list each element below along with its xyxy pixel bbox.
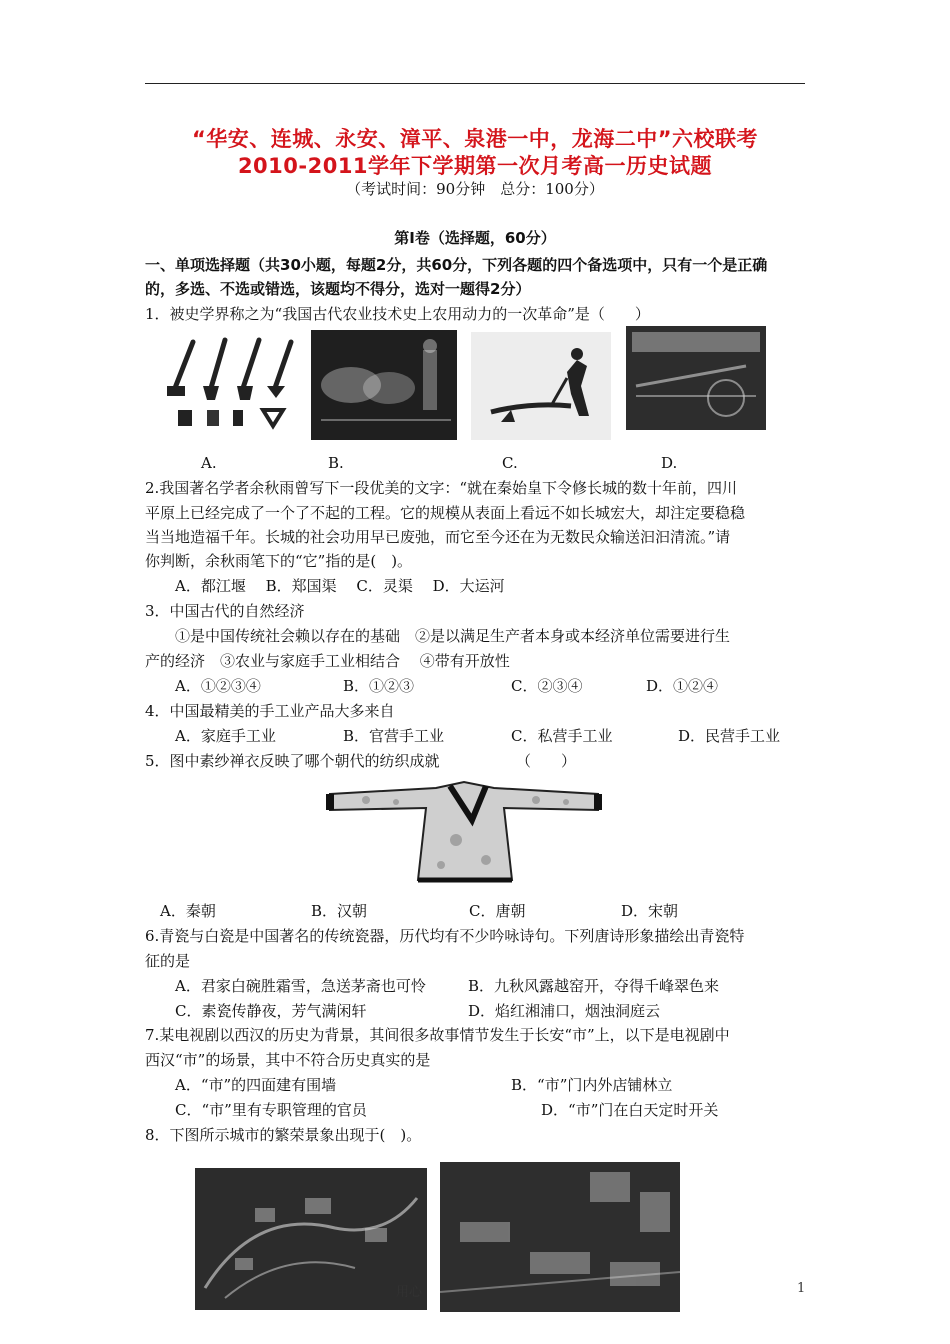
q7-line-2: 西汉“市”的场景，其中不符合历史真实的是 xyxy=(145,1051,431,1069)
header-rule xyxy=(145,83,805,84)
q6-line-2: 征的是 xyxy=(145,952,191,970)
q4-option-a: A．家庭手工业 xyxy=(175,727,276,745)
q1-stem: 1．被史学界称之为“我国古代农业技术史上农用动力的一次革命”是（ ） xyxy=(145,305,650,323)
q3-line-2: 产的经济 ③农业与家庭手工业相结合 ④带有开放性 xyxy=(145,652,510,670)
q4-option-c: C．私营手工业 xyxy=(511,727,613,745)
q6-option-b: B．九秋风露越窑开，夺得千峰翠色来 xyxy=(468,977,720,995)
q7-option-b: B．“市”门内外店铺林立 xyxy=(511,1076,673,1094)
q3-line-1: ①是中国传统社会赖以存在的基础 ②是以满足生产者本身或本经济单位需要进行生 xyxy=(175,627,731,645)
q3-option-b: B．①②③ xyxy=(343,677,415,695)
q3-option-c: C．②③④ xyxy=(511,677,583,695)
q1-label-a: A. xyxy=(201,454,217,472)
q8-stem: 8．下图所示城市的繁荣景象出现于( )。 xyxy=(145,1126,422,1144)
q1-image-d-waterwheel xyxy=(626,326,766,430)
q7-option-d: D．“市”门在白天定时开关 xyxy=(541,1101,719,1119)
q7-option-a: A．“市”的四面建有围墙 xyxy=(175,1076,337,1094)
q8-image-left-city xyxy=(195,1168,427,1310)
q5-paren: （ ） xyxy=(516,752,577,770)
section-instruction-1: 一、单项选择题（共30小题，每题2分，共60分，下列各题的四个备选项中，只有一个是正确 xyxy=(145,256,768,274)
q7-option-c: C．“市”里有专职管理的官员 xyxy=(175,1101,367,1119)
q3-option-a: A．①②③④ xyxy=(175,677,261,695)
q1-label-b: B. xyxy=(328,454,344,472)
q8-image-right-city xyxy=(440,1162,680,1312)
q6-option-c: C．素瓷传静夜，芳气满闲轩 xyxy=(175,1002,367,1020)
q3-stem: 3．中国古代的自然经济 xyxy=(145,602,305,620)
q5-option-a: A．秦朝 xyxy=(160,902,216,920)
q3-option-d: D．①②④ xyxy=(646,677,719,695)
q6-option-a: A．君家白碗胜霜雪，急送茅斋也可怜 xyxy=(175,977,426,995)
q1-label-d: D. xyxy=(661,454,678,472)
q4-option-b: B．官营手工业 xyxy=(343,727,445,745)
q5-option-d: D．宋朝 xyxy=(621,902,679,920)
q1-image-b-ox-plough xyxy=(311,330,457,440)
q4-stem: 4．中国最精美的手工业产品大多来自 xyxy=(145,702,395,720)
q1-image-c-plough xyxy=(471,332,611,440)
q2-line-4: 你判断，余秋雨笔下的“它”指的是( )。 xyxy=(145,552,413,570)
q1-label-c: C. xyxy=(502,454,518,472)
q2-options: A．都江堰 B．郑国渠 C．灵渠 D．大运河 xyxy=(175,577,505,595)
q5-stem: 5．图中素纱禅衣反映了哪个朝代的纺织成就 xyxy=(145,752,440,770)
exam-title-line1: “华安、连城、永安、漳平、泉港一中，龙海二中”六校联考 xyxy=(191,127,759,151)
q7-line-1: 7.某电视剧以西汉的历史为背景，其间很多故事情节发生于长安“市”上，以下是电视剧中 xyxy=(145,1026,730,1044)
q6-line-1: 6.青瓷与白瓷是中国著名的传统瓷器，历代均有不少吟咏诗句。下列唐诗形象描绘出青瓷特 xyxy=(145,927,745,945)
page-number: 1 xyxy=(797,1281,806,1296)
q2-line-2: 平原上已经完成了一个了不起的工程。它的规模从表面上看远不如长城宏大，却注定要稳稳 xyxy=(145,504,746,522)
q6-option-d: D．焰红湘浦口，烟浊洞庭云 xyxy=(468,1002,661,1020)
section-title: 第Ⅰ卷（选择题，60分） xyxy=(394,229,556,247)
q4-option-d: D．民营手工业 xyxy=(678,727,781,745)
q5-image-silk-robe xyxy=(326,780,602,884)
exam-info: （考试时间：90分钟 总分：100分） xyxy=(346,180,604,198)
q2-line-1: 2.我国著名学者余秋雨曾写下一段优美的文字：“就在秦始皇下令修长城的数十年前，四川 xyxy=(145,479,737,497)
footer-center: 用心 xyxy=(396,1285,423,1300)
q1-image-a-tools xyxy=(163,330,298,440)
q5-option-c: C．唐朝 xyxy=(469,902,526,920)
q5-option-b: B．汉朝 xyxy=(311,902,368,920)
exam-title-line2: 2010-2011学年下学期第一次月考高一历史试题 xyxy=(237,154,713,178)
section-instruction-2: 的，多选、不选或错选，该题均不得分，选对一题得2分） xyxy=(145,280,531,298)
q2-line-3: 当当地造福千年。长城的社会功用早已废弛，而它至今还在为无数民众输送汩汩清流。”请 xyxy=(145,528,731,546)
